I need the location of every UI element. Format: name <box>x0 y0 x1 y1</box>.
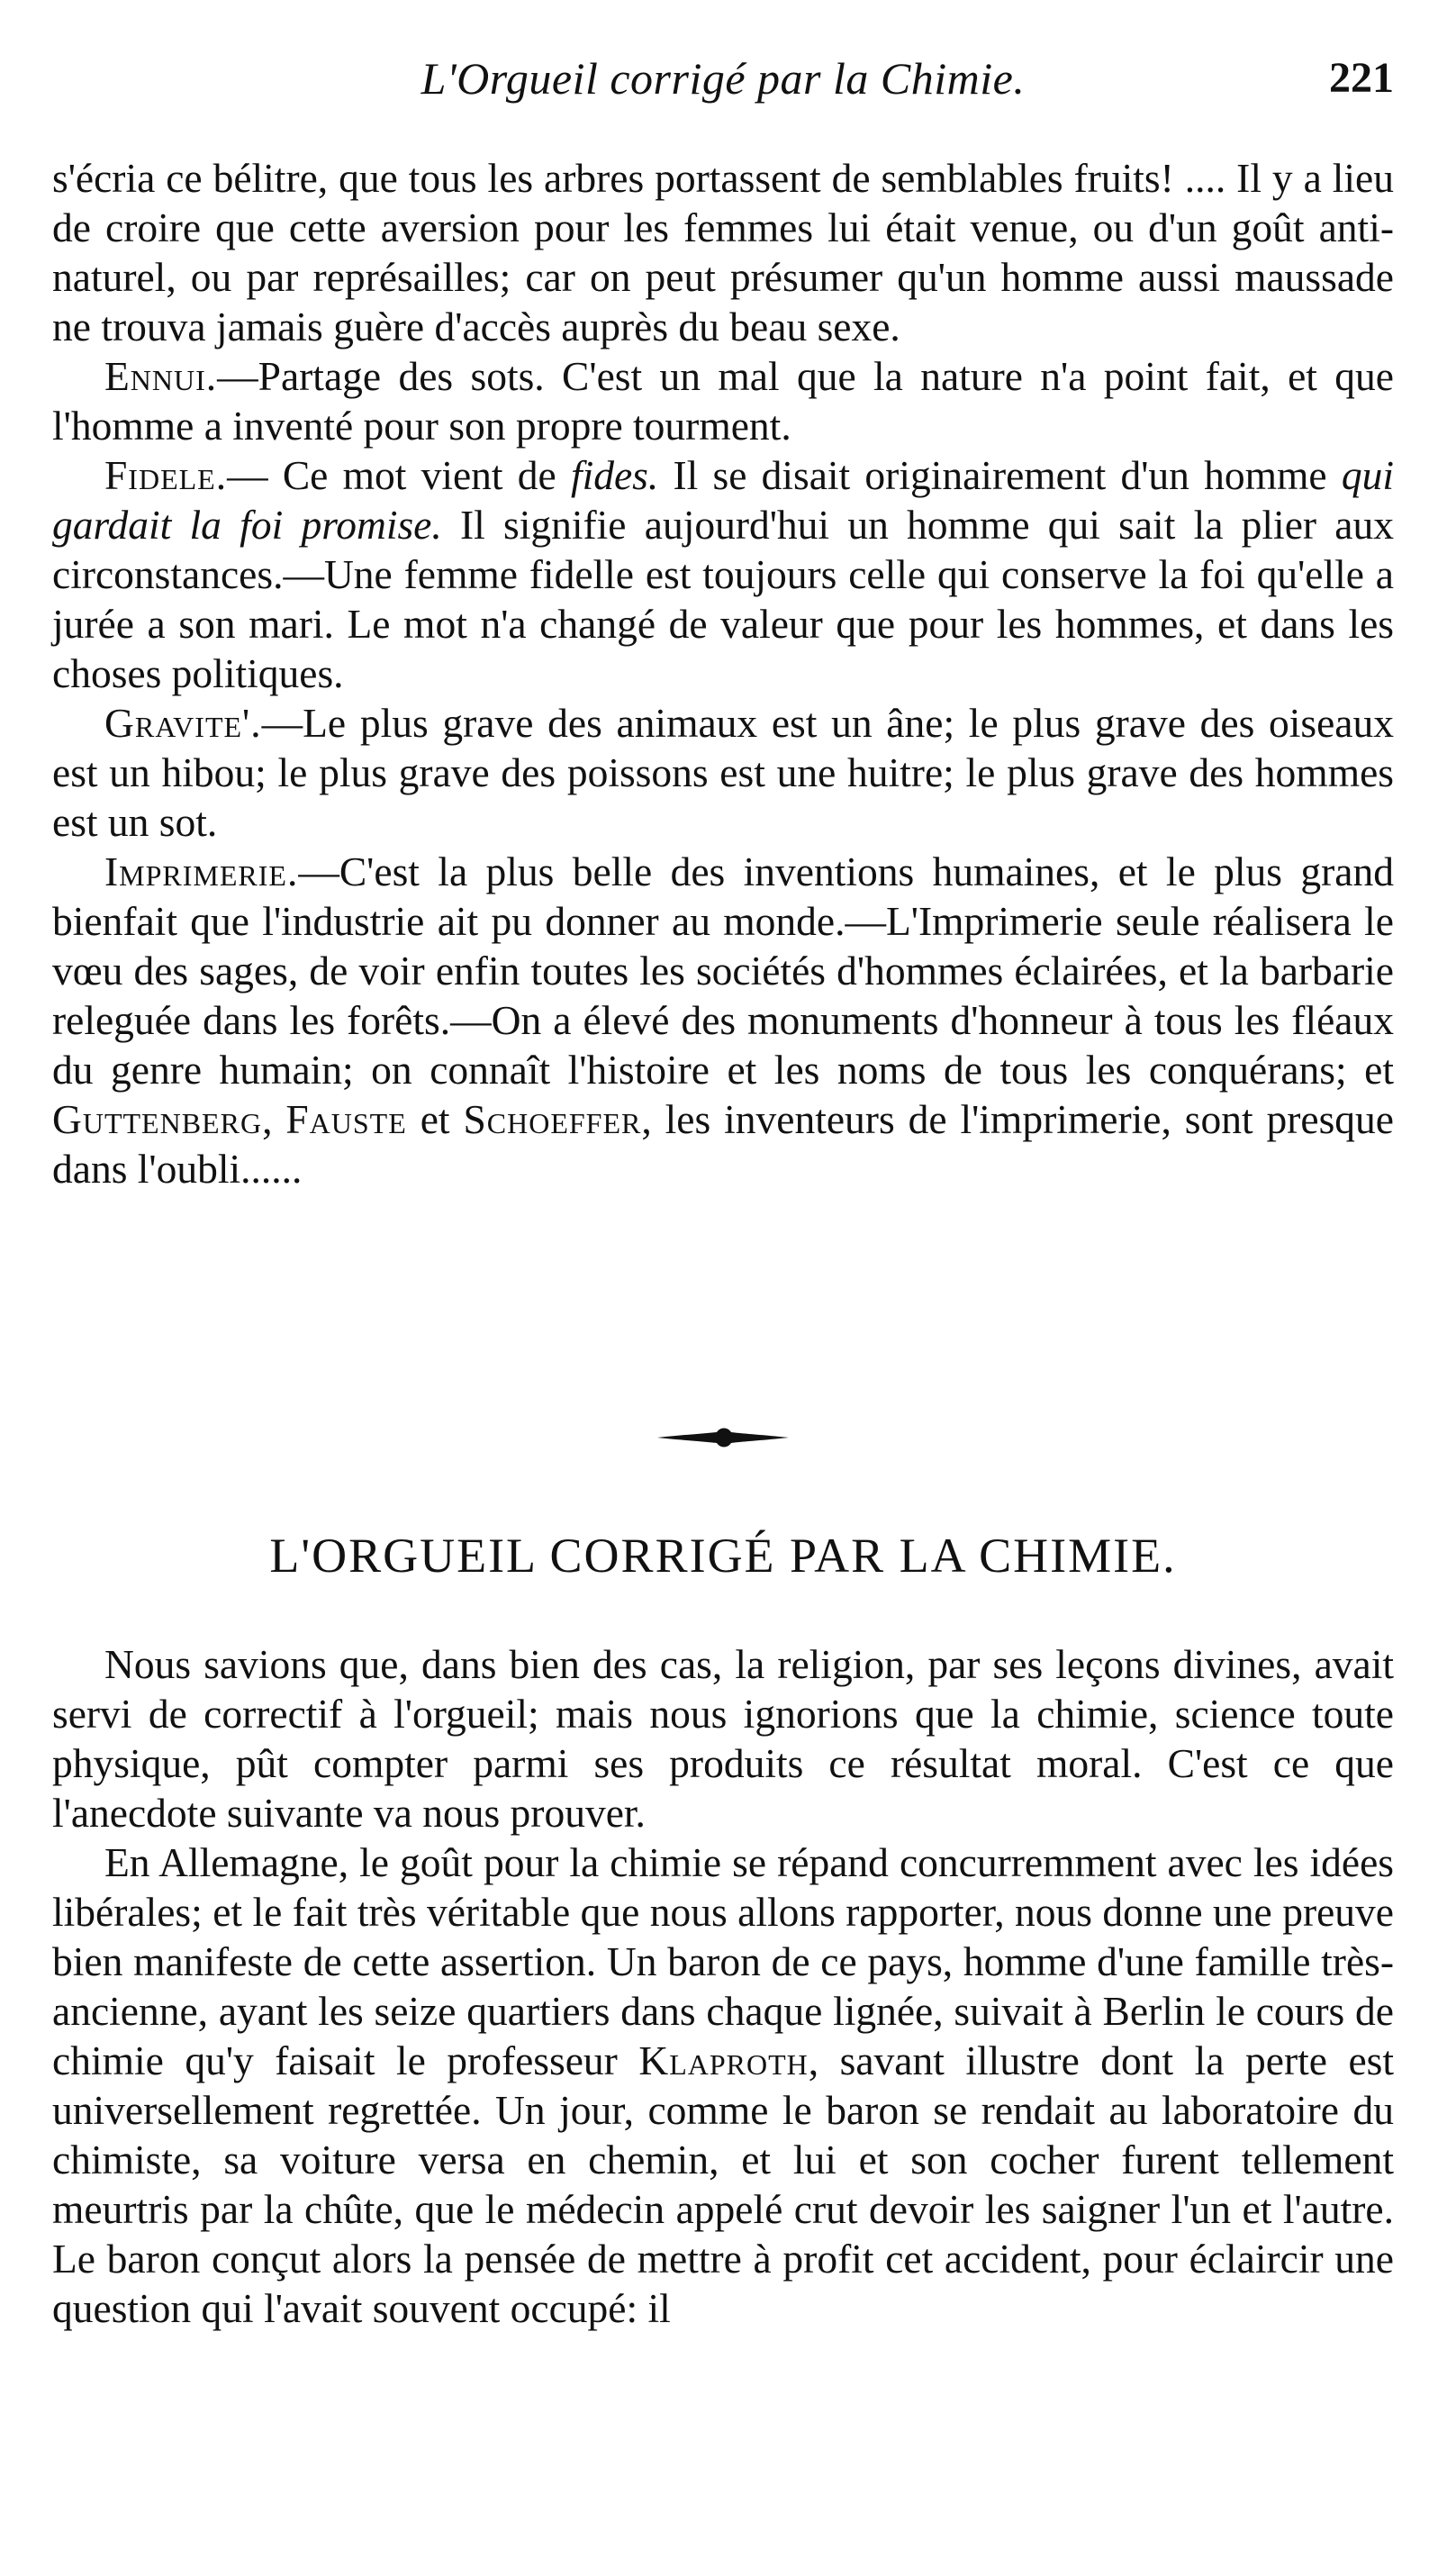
entry-term: Ennui. <box>104 353 218 399</box>
entry-term: Imprimerie. <box>104 848 299 894</box>
ornament-divider <box>656 1425 791 1450</box>
anecdote-paragraph-1: Nous savions que, dans bien des cas, la religion, par ses leçons divines, avait servi de correctif à l'orgueil; mais nous ignorions que la chimie, science toute physique, pût compter parmi ses produits ce résultat moral. C'est ce que l'anecdote suivante va nous prouver. <box>52 1641 1394 1836</box>
entry-fidele <box>52 450 1394 698</box>
entry-ennui <box>52 351 1394 450</box>
entry-text: Il signifie aujourd'hui un homme qui sait la plier aux circonstances.—Une femme fidelle est toujours celle qui conserve la foi qu'elle a jurée a son mari. Le mot n'a changé de valeur que pour les hommes, et dans les choses politiques. <box>52 502 1394 696</box>
entry-imprimerie <box>52 847 1394 1193</box>
running-head <box>52 47 1394 110</box>
paragraph-text: , savant illustre dont la perte est universellement regrettée. Un jour, comme le baron se rendait au laboratoire du chimiste, sa voiture versa en chemin, et lui et son cocher furent tellement meurtris par la chûte, que le médecin appelé crut devoir les saigner l'un et l'autre. Le baron conçut alors la pensée de mettre à profit cet accident, pour éclaircir une question qui l'avait souvent occupé: il <box>52 2037 1395 2331</box>
paragraph-text: En Allemagne, le goût pour la chimie se répand concurremment avec les idées libérales; et le fait très véritable que nous allons rapporter, nous donne une preuve bien manifeste de cette assertion. Un baron de ce pays, homme d'une famille très-ancienne, ayant les seize quartiers dans chaque lignée, suivait à Berlin le cours de chimie qu'y faisait le professeur <box>52 1839 1394 2083</box>
name-guttenberg: Guttenberg <box>52 1096 263 1142</box>
running-title: L'Orgueil corrigé par la Chimie. <box>421 53 1026 104</box>
anecdote-section <box>52 1639 1394 2333</box>
name-schoeffer: Schoeffer <box>463 1096 642 1142</box>
entry-term: Fidele. <box>104 452 228 498</box>
anecdote-paragraph-2 <box>52 1838 1394 2333</box>
page-number: 221 <box>1329 54 1394 102</box>
entry-term: Gravite'. <box>104 700 262 746</box>
entry-text: , les inventeurs de l'imprimerie, sont presque dans l'oubli...... <box>52 1096 1395 1192</box>
section-title: L'ORGUEIL CORRIGÉ PAR LA CHIMIE. <box>269 1529 1177 1583</box>
entry-gravite <box>52 698 1394 847</box>
entry-text: —Le plus grave des animaux est un âne; le plus grave des oiseaux est un hibou; le plus grave des poissons est une huitre; le plus grave des hommes est un sot. <box>52 700 1394 845</box>
entry-text: — Ce mot vient de <box>227 452 571 498</box>
name-fauste: Fauste <box>285 1096 407 1142</box>
glossary-section <box>52 153 1394 1193</box>
entry-text: Il se disait originairement d'un homme <box>658 452 1342 498</box>
separator: , <box>262 1096 286 1142</box>
italic-phrase: qui gardait la foi promise. <box>52 452 1395 548</box>
entry-text: —C'est la plus belle des inventions humaines, et le plus grand bienfait que l'industrie ait pu donner au monde.—L'Imprimerie seule réalisera le vœu des sages, de voir enfin toutes les sociétés d'hommes éclairées, et la barbarie releguée dans les forêts.—On a élevé des monuments d'honneur à tous les fléaux du genre humain; on connaît l'histoire et les noms de tous les conquérans; et <box>52 848 1394 1093</box>
name-klaproth: Klaproth <box>638 2037 809 2083</box>
separator: et <box>406 1096 464 1142</box>
entry-text: —Partage des sots. C'est un mal que la nature n'a point fait, et que l'homme a inventé pour son propre tourment. <box>52 353 1394 449</box>
latin-word: fides. <box>570 452 659 498</box>
continuation-paragraph: s'écria ce bélitre, que tous les arbres portassent de semblables fruits! .... Il y a lieu de croire que cette aversion pour les femmes lui était venue, ou d'un goût anti-naturel, ou par représailles; car on peut présumer qu'un homme aussi maussade ne trouva jamais guère d'accès auprès du beau sexe. <box>52 155 1394 349</box>
